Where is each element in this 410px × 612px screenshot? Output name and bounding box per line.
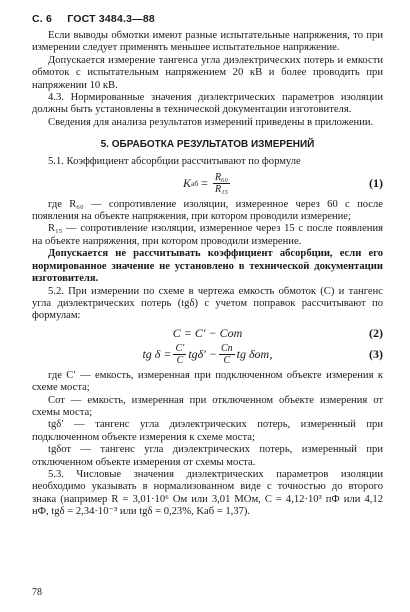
- page-header: [32, 13, 167, 25]
- paragraph: tgδ′ — тангенс угла диэлектрических потерь, измеренный при подключенном объекте измерения к схеме моста;: [32, 419, 383, 443]
- page-label: С. 6: [32, 13, 53, 25]
- section-heading: 5. ОБРАБОТКА РЕЗУЛЬТАТОВ ИЗМЕРЕНИЙ: [100, 139, 315, 151]
- formula-1-denominator: R₁₅: [214, 183, 228, 195]
- formula-3-number: (3): [369, 346, 383, 361]
- formula-3-den-1: C: [176, 354, 184, 366]
- formula-3-fraction-1: [173, 343, 186, 366]
- paragraph: где R₆₀ — сопротивление изоляции, измеренное через 60 с после появления на объекте напряжения, при котором проводили измерение;: [32, 198, 383, 223]
- formula-3-tail: tg δот,: [236, 346, 273, 361]
- formula-2: [32, 326, 383, 341]
- paragraph: Допускается измерение тангенса угла диэлектрических потерь и емкости обмоток с испытательным напряжением 20 кВ и более проводить при напряжении 10 кВ.: [32, 54, 383, 91]
- formula-1: [32, 172, 383, 195]
- paragraph: 5.1. Коэффициент абсорбции рассчитывают по формуле: [48, 156, 301, 168]
- formula-3-num-1: C′: [175, 342, 185, 354]
- formula-3-mid: tgδ′ −: [188, 346, 217, 361]
- page-number: 78: [32, 587, 42, 598]
- standard-code: ГОСТ 3484.3—88: [67, 13, 155, 25]
- formula-2-body: C = C′ − Cот: [172, 325, 243, 340]
- formula-1-fraction: [213, 172, 230, 195]
- paragraph: 4.3. Нормированные значения диэлектрических параметров изоляции должны быть установлены в технической документации изготовителя.: [32, 92, 383, 116]
- paragraph: где C′ — емкость, измеренная при подключенном объекте измерения к схеме моста;: [32, 369, 383, 394]
- paragraph: Допускается не рассчитывать коэффициент абсорбции, если его нормированное значение не установлено в технической документации изготовителя.: [32, 248, 383, 285]
- formula-1-eq: =: [201, 175, 208, 190]
- formula-1-numerator: R₆₀: [214, 171, 228, 183]
- formula-3-lhs: tg δ =: [142, 346, 172, 361]
- formula-3-fraction-2: [219, 343, 235, 366]
- formula-1-lhs-sub: аб: [191, 178, 199, 188]
- paragraph: Cот — емкость, измеренная при отключенном объекте измерения от схемы моста;: [32, 394, 383, 418]
- formula-1-lhs: K: [182, 175, 191, 190]
- paragraph: 5.2. При измерении по схеме в чертежа емкость обмоток (C) и тангенс угла диэлектрических потерь (tgδ) с учетом поправок рассчитывают по формулам:: [32, 285, 383, 322]
- paragraph: Если выводы обмотки имеют разные испытательные напряжения, то при измерении следует применять меньшее испытательное напряжение.: [32, 30, 383, 54]
- paragraph: 5.3. Числовые значения диэлектрических параметров изоляции необходимо указывать в нормализованном виде с точностью до второго знака (например R = 3,01·10⁶ Ом или 3,01 МОм, C = 4,12·10³ пФ или 4,12 нФ, tgδ = 2,34·10⁻³ или tgδ = 0,23%, Kаб = 1,37).: [32, 468, 383, 518]
- document-body: [32, 30, 383, 519]
- formula-3: [32, 343, 383, 366]
- formula-3-den-2: C: [223, 354, 231, 366]
- paragraph: tgδот — тангенс угла диэлектрических потерь, измеренный при отключенном объекте измерения от схемы моста.: [32, 444, 383, 468]
- paragraph: R₁₅ — сопротивление изоляции, измеренное через 15 с после появления на объекте напряжения, при котором проводили измерение.: [32, 223, 383, 247]
- paragraph: Сведения для анализа результатов измерений приведены в приложении.: [48, 116, 374, 128]
- formula-1-number: (1): [369, 175, 383, 190]
- formula-3-num-2: Cп: [220, 342, 233, 354]
- formula-2-number: (2): [369, 325, 383, 340]
